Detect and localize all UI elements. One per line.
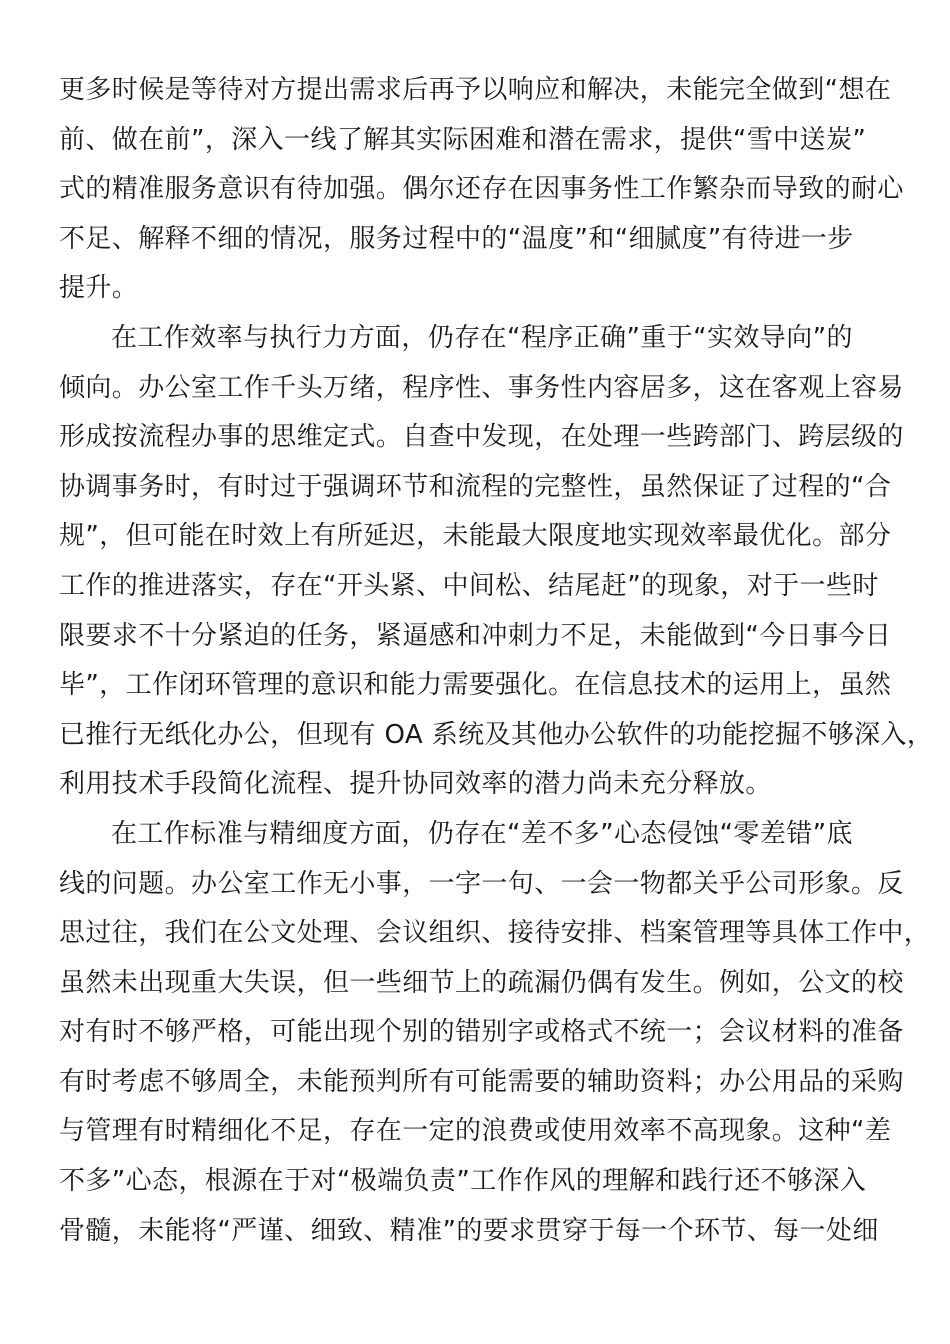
text-line: 不足、解释不细的情况，服务过程中的“温度”和“细腻度”有待进一步	[59, 223, 854, 254]
text-line: 利用技术手段简化流程、提升协同效率的潜力尚未充分释放。	[59, 769, 772, 800]
document-body	[59, 66, 934, 1256]
text-line: 对有时不够严格，可能出现个别的错别字或格式不统一；会议材料的准备	[59, 1017, 904, 1048]
text-line: 规”，但可能在时效上有所延迟，未能最大限度地实现效率最优化。部分	[59, 521, 892, 552]
text-line: 在工作效率与执行力方面，仍存在“程序正确”重于“实效导向”的	[111, 322, 853, 353]
text-line: 前、做在前”，深入一线了解其实际困难和潜在需求，提供“雪中送炭”	[59, 124, 867, 155]
paragraph-standards-precision	[59, 810, 931, 1256]
paragraph-service-awareness	[59, 66, 904, 314]
text-line: 协调事务时，有时过于强调环节和流程的完整性，虽然保证了过程的“合	[59, 471, 892, 502]
text-line: 限要求不十分紧迫的任务，紧逼感和冲刺力不足，未能做到“今日事今日	[59, 620, 892, 651]
text-line: 已推行无纸化办公，但现有 OA 系统及其他办公软件的功能挖掘不够深入，	[59, 719, 934, 750]
text-line: 思过往，我们在公文处理、会议组织、接待安排、档案管理等具体工作中，	[59, 918, 931, 949]
text-line: 与管理有时精细化不足，存在一定的浪费或使用效率不高现象。这种“差	[59, 1116, 892, 1147]
text-line: 有时考虑不够周全，未能预判所有可能需要的辅助资料；办公用品的采购	[59, 1066, 904, 1097]
text-line: 倾向。办公室工作千头万绪，程序性、事务性内容居多，这在客观上容易	[59, 372, 904, 403]
text-line: 式的精准服务意识有待加强。偶尔还存在因事务性工作繁杂而导致的耐心	[59, 174, 904, 205]
text-line: 工作的推进落实，存在“开头紧、中间松、结尾赶”的现象，对于一些时	[59, 570, 879, 601]
text-line: 更多时候是等待对方提出需求后再予以响应和解决，未能完全做到“想在	[59, 75, 892, 105]
text-line: 在工作标准与精细度方面，仍存在“差不多”心态侵蚀“零差错”底	[111, 818, 853, 849]
text-line: 形成按流程办事的思维定式。自查中发现，在处理一些跨部门、跨层级的	[59, 422, 904, 453]
text-line: 骨髓，未能将“严谨、细致、精准”的要求贯穿于每一个环节、每一处细	[59, 1215, 879, 1246]
text-line: 提升。	[59, 273, 139, 304]
text-line: 虽然未出现重大失误，但一些细节上的疏漏仍偶有发生。例如，公文的校	[59, 967, 904, 998]
paragraph-efficiency-execution	[59, 314, 934, 810]
text-line: 不多”心态，根源在于对“极端负责”工作作风的理解和践行还不够深入	[59, 1166, 867, 1197]
text-line: 线的问题。办公室工作无小事，一字一句、一会一物都关乎公司形象。反	[59, 868, 904, 899]
text-line: 毕”，工作闭环管理的意识和能力需要强化。在信息技术的运用上，虽然	[59, 670, 892, 701]
